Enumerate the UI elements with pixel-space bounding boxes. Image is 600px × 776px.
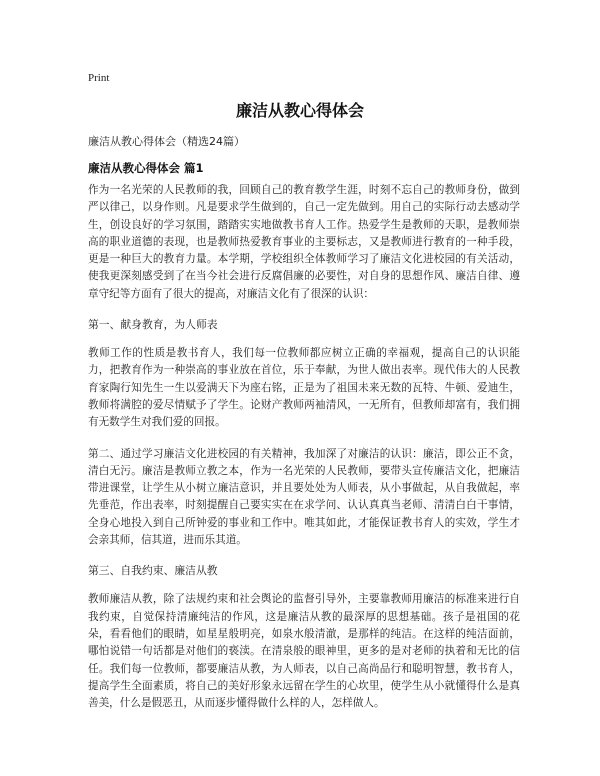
- body-paragraph: 教师工作的性质是教书育人，我们每一位教师都应树立正确的幸福观，提高自己的认识能力，把教育作为一种崇高的事业放在首位，乐于奉献，为世人做出表率。现代伟大的人民教育家陶行知先生一生以爱满天下为座右铭，正是为了祖国未来无数的瓦特、牛顿、爱迪生，教师将满腔的爱尽情赋予了学生。论财产教师两袖清风，一无所有，但教师却富有，我们拥有无数学生对我们爱的回报。: [88, 347, 520, 429]
- document-body: [88, 182, 520, 726]
- body-paragraph: 第二、通过学习廉洁文化进校园的有关精神，我加深了对廉洁的认识：廉洁，即公正不贪，清白无污。廉洁是教师立教之本，作为一名光荣的人民教师，要带头宣传廉洁文化，把廉洁带进课堂，让学生从小树立廉洁意识，并且要处处为人师表，从小事做起，从自我做起，率先垂范，作出表率，时刻提醒自己要实实在在求学问、认认真真当老师、清清白白干事情，全身心地投入到自己所钟爱的事业和工作中。唯其如此，才能保证教书育人的实效，学生才会亲其师，信其道，进而乐其道。: [88, 447, 520, 547]
- section-heading: 廉洁从教心得体会 篇1: [88, 161, 204, 175]
- sub-heading: 第三、自我约束、廉洁从教: [88, 564, 218, 578]
- document-subtitle: 廉洁从教心得体会（精选24篇）: [88, 135, 245, 148]
- body-paragraph: 教师廉洁从教，除了法规约束和社会舆论的监督引导外，主要靠教师用廉洁的标准来进行自我约束，自觉保持清廉纯洁的作风，这是廉洁从教的最深厚的思想基础。孩子是祖国的花朵，看看他们的眼睛，如星星般明亮，如泉水般清澈，是那样的纯洁。在这样的纯洁面前，哪怕说错一句话都是对他们的亵渎。在清泉般的眼神里，更多的是对老师的执着和无比的信任。我们每一位教师，都要廉洁从教，为人师表，以自己高尚品行和聪明智慧，教书育人，提高学生全面素质，将自己的美好形象永远留在学生的心坎里，使学生从小就懂得什么是真善美，什么是假恶丑，从而逐步懂得做什么样的人，怎样做人。: [88, 593, 520, 710]
- body-paragraph: 作为一名光荣的人民教师的我，回顾自己的教育教学生涯，时刻不忘自己的教师身份，做到严以律己，以身作则。凡是要求学生做到的，自己一定先做到。用自己的实际行动去感动学生，创设良好的学习氛围，踏踏实实地做教书育人工作。热爱学生是教师的天职，是教师崇高的职业道德的表现，也是教师热爱教育事业的主要标志，又是教师进行教育的一种手段，更是一种巨大的教育力量。本学期，学校组织全体教师学习了廉洁文化进校园的有关活动，使我更深刻感受到了在当今社会进行反腐倡廉的必要性，对自身的思想作风、廉洁自律、遵章守纪等方面有了很大的提高，对廉洁文化有了很深的认识：: [88, 184, 520, 300]
- sub-heading: 第一、献身教育，为人师表: [88, 318, 218, 332]
- document-title: 廉洁从教心得体会: [235, 101, 364, 120]
- print-link[interactable]: Print: [88, 72, 110, 84]
